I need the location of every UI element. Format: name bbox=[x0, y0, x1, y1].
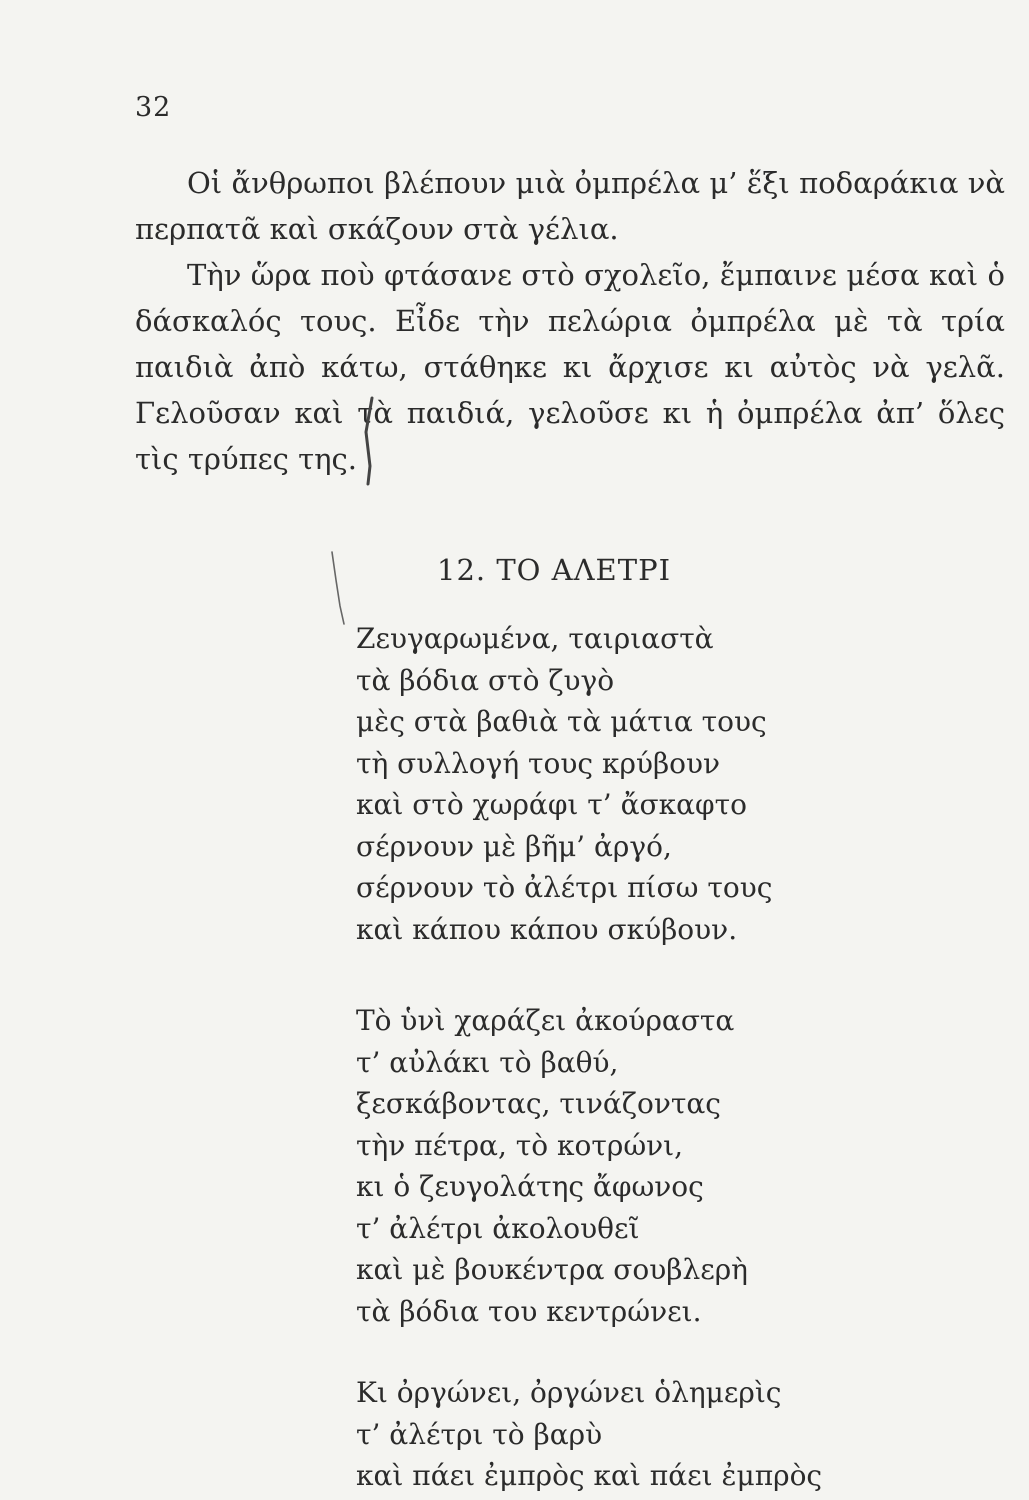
poem-line: τὰ βόδια του κεντρώνει. bbox=[356, 1294, 702, 1328]
poem-line: τὴν πέτρα, τὸ κοτρώνι, bbox=[356, 1128, 684, 1162]
poem-line: καὶ κάπου κάπου σκύβουν. bbox=[356, 912, 738, 946]
poem-stanza bbox=[356, 1372, 822, 1497]
poem-line: καὶ μὲ βουκέντρα σουβλερὴ bbox=[356, 1253, 748, 1286]
poem-line: τ’ αὐλάκι τὸ βαθύ, bbox=[356, 1045, 619, 1079]
poem-line: καὶ στὸ χωράφι τ’ ἄσκαφτο bbox=[356, 788, 747, 821]
poem-line: Τὸ ὑνὶ χαράζει ἀκούραστα bbox=[356, 1004, 735, 1037]
poem-stanza bbox=[356, 618, 772, 950]
poem-line: καὶ πάει ἐμπρὸς καὶ πάει ἐμπρὸς bbox=[356, 1459, 823, 1492]
poem-line: ξεσκάβοντας, τινάζοντας bbox=[356, 1087, 721, 1120]
poem-line: σέρνουν τὸ ἀλέτρι πίσω τους bbox=[356, 871, 773, 904]
poem-stanza bbox=[356, 1000, 748, 1332]
poem-title: 12. ΤΟ ΑΛΕΤΡΙ bbox=[437, 553, 672, 587]
poem-line: τ’ ἀλέτρι ἀκολουθεῖ bbox=[356, 1211, 640, 1245]
poem-line: Ζευγαρωμένα, ταιριαστὰ bbox=[356, 622, 714, 655]
poem-line: μὲς στὰ βαθιὰ τὰ μάτια τους bbox=[356, 705, 767, 738]
poem-line: Κι ὀργώνει, ὀργώνει ὁλημερὶς bbox=[356, 1376, 782, 1409]
poem-line: κι ὁ ζευγολάτης ἄφωνος bbox=[356, 1170, 704, 1203]
poem-line: τὴ συλλογή τους κρύβουν bbox=[356, 746, 721, 780]
page-number: 32 bbox=[135, 92, 172, 123]
poem-line: τ’ ἀλέτρι τὸ βαρὺ bbox=[356, 1417, 603, 1451]
poem-line: τὰ βόδια στὸ ζυγὸ bbox=[356, 663, 615, 697]
prose-paragraph: Τὴν ὥρα ποὺ φτάσανε στὸ σχολεῖο, ἔμπαινε μέσα καὶ ὁ δάσκαλός τους. Εἶδε τὴν πελώρια ὀμπρέλα μὲ τὰ τρία παιδιὰ ἀπὸ κάτω, στάθηκε κι ἄρχισε κι αὐτὸς νὰ γελᾶ. Γελοῦσαν καὶ τὰ παιδιά, γελοῦσε κι ἡ ὀμπρέλα ἀπ’ ὅλες τὶς τρύπες της. bbox=[135, 258, 1005, 476]
prose-block bbox=[135, 160, 1005, 482]
poem-line: σέρνουν μὲ βῆμ’ ἀργό, bbox=[356, 829, 672, 863]
prose-paragraph: Οἱ ἄνθρωποι βλέπουν μιὰ ὀμπρέλα μ’ ἕξι ποδαράκια νὰ περπατᾶ καὶ σκάζουν στὰ γέλια. bbox=[135, 166, 1005, 246]
